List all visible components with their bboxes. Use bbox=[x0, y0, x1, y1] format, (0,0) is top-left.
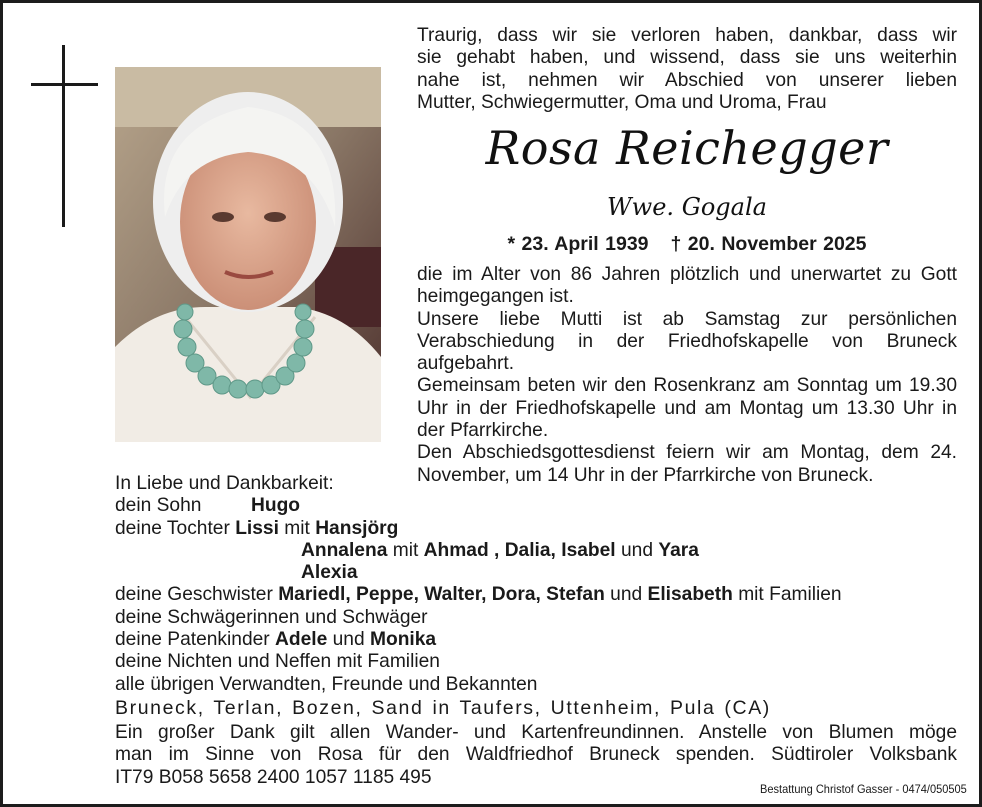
intro-line: sie gehabt haben, und wissend, dass sie uns weiterhin bbox=[417, 47, 957, 69]
widow-of: Wwe. Gogala bbox=[607, 193, 767, 221]
family-row-inlaws: deine Schwägerinnen und Schwäger bbox=[115, 606, 428, 628]
body-paragraph: Unsere liebe Mutti ist ab Samstag zur persönlichen Verabschiedung in der Friedhofskapelle von Bruneck aufgebahrt. bbox=[417, 308, 957, 375]
announcement-body bbox=[417, 264, 957, 487]
life-dates bbox=[417, 233, 957, 256]
thanks-line: man im Sinne von Rosa für den Waldfriedhof Bruneck spenden. Südtiroler Volksbank bbox=[115, 744, 957, 766]
places-line: Bruneck, Terlan, Bozen, Sand in Taufers, Uttenheim, Pula (CA) bbox=[115, 697, 771, 719]
family-row-grandchild: Annalena mit Ahmad , Dalia, Isabel und Yara bbox=[301, 539, 699, 561]
family-row-grandchild: Alexia bbox=[301, 562, 358, 584]
body-paragraph: die im Alter von 86 Jahren plötzlich und unerwartet zu Gott heimgegangen ist. bbox=[417, 264, 957, 308]
family-heading: In Liebe und Dankbarkeit: bbox=[115, 473, 334, 494]
thanks-text bbox=[115, 722, 957, 789]
family-row-others: alle übrigen Verwandten, Freunde und Bekannten bbox=[115, 673, 538, 695]
intro-line: nahe ist, nehmen wir Abschied von unserer lieben bbox=[417, 69, 957, 91]
funeral-home-credit: Bestattung Christof Gasser - 0474/050505 bbox=[760, 782, 967, 796]
daughter-name: Lissi bbox=[235, 517, 279, 539]
family-row-nieces: deine Nichten und Neffen mit Familien bbox=[115, 651, 440, 673]
death-date: † 20. November 2025 bbox=[670, 233, 867, 255]
portrait-photo bbox=[115, 67, 381, 442]
thanks-line: Ein großer Dank gilt allen Wander- und Kartenfreundinnen. Anstelle von Blumen möge bbox=[115, 722, 957, 743]
family-row-daughter: deine Tochter Lissi mit Hansjörg bbox=[115, 517, 399, 539]
deceased-name: Rosa Reichegger bbox=[485, 121, 889, 175]
intro-line: Mutter, Schwiegermutter, Oma und Uroma, Frau bbox=[417, 91, 827, 113]
iban-line: IT79 B058 5658 2400 1057 1185 495 bbox=[115, 766, 432, 788]
family-row-siblings: deine Geschwister Mariedl, Peppe, Walter, Dora, Stefan und Elisabeth mit Familien bbox=[115, 584, 842, 606]
intro-line: Traurig, dass wir sie verloren haben, dankbar, dass wir bbox=[417, 25, 957, 46]
body-paragraph: Den Abschiedsgottesdienst feiern wir am Montag, dem 24. November, um 14 Uhr in der Pfarrkirche von Bruneck. bbox=[417, 442, 957, 486]
family-row-son: dein Sohn Hugo bbox=[115, 495, 301, 517]
intro-text bbox=[417, 25, 957, 114]
family-list bbox=[115, 473, 965, 696]
family-row-godchildren: deine Patenkinder Adele und Monika bbox=[115, 629, 437, 651]
son-name: Hugo bbox=[251, 495, 301, 517]
birth-date: * 23. April 1939 bbox=[507, 233, 649, 255]
body-paragraph: Gemeinsam beten wir den Rosenkranz am Sonntag um 19.30 Uhr in der Friedhofskapelle und am Montag um 13.30 Uhr in der Pfarrkirche. bbox=[417, 375, 957, 442]
daughter-partner-name: Hansjörg bbox=[315, 517, 399, 539]
